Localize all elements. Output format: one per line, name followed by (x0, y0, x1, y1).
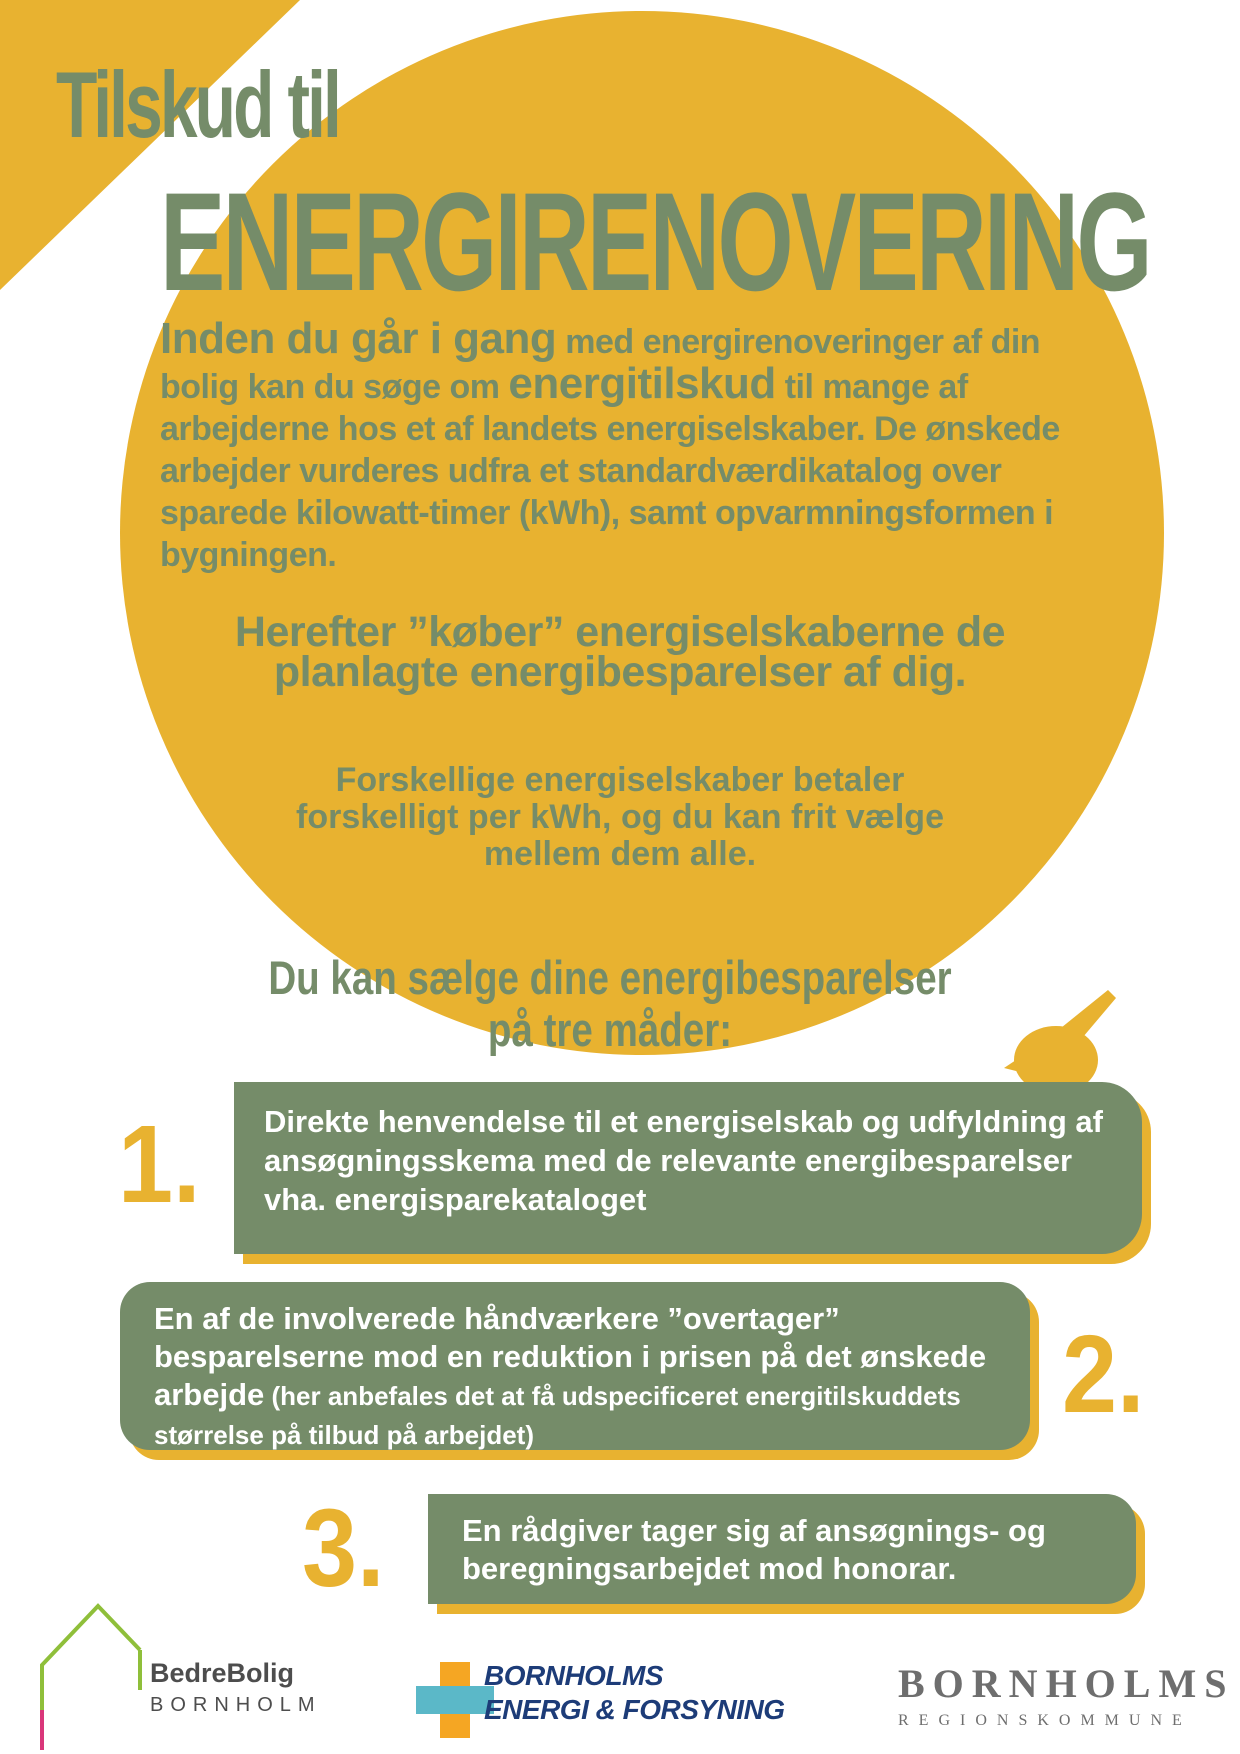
option-box-2 (120, 1282, 1030, 1450)
option-number-2: 2. (1062, 1313, 1145, 1436)
title-small: Tilskud til (56, 52, 339, 157)
intro-highlight: energitilskud (508, 359, 776, 408)
bef-logo-line2: ENERGI & FORSYNING (484, 1694, 785, 1725)
different-rates-note: Forskellige energiselskaber betaler forskelligt per kWh, og du kan frit vælge mellem dem alle. (296, 761, 944, 873)
intro-part1: med energirenoveringer af din bolig kan du søge om (160, 323, 1041, 406)
sell-heading-line1: Du kan sælge dine energibesparelser (268, 951, 952, 1004)
option-text-1: Direkte henvendelse til et energiselskab og udfyldning af ansøgningsskema med de relevante energibesparelser vha. energisparekataloget (264, 1104, 1103, 1217)
bedrebolig-logo-name: BedreBolig (150, 1658, 295, 1688)
bedrebolig-house-icon (42, 1606, 140, 1750)
brk-logo-line1: BORNHOLMS (898, 1661, 1235, 1706)
sell-heading (216, 952, 1003, 1056)
sell-heading-line2: på tre måder: (487, 1003, 733, 1056)
option-note-2: (her anbefales det at få udspecificeret energitilskuddets størrelse på tilbud på arbejdet) (154, 1381, 961, 1450)
bef-logo-line1: BORNHOLMS (484, 1660, 664, 1691)
brk-logo-line2: REGIONSKOMMUNE (898, 1712, 1192, 1729)
intro-part2: til mange af arbejderne hos et af landets energiselskaber. De ønskede arbejder vurderes udfra et standardværdikatalog over sparede kilowatt-timer (kWh), samt opvarmningsformen i bygningen. (160, 368, 1060, 574)
option-text-3: En rådgiver tager sig af ansøgnings- og beregningsarbejdet mod honorar. (462, 1513, 1046, 1586)
hereafter-statement: Herefter ”køber” energiselskaberne de planlagte energibesparelser af dig. (234, 608, 1006, 696)
option-box-3 (428, 1494, 1136, 1604)
intro-lead: Inden du går i gang (160, 314, 557, 363)
option-number-1: 1. (118, 1103, 201, 1226)
bedrebolig-logo-sub: BORNHOLM (150, 1694, 322, 1716)
option-number-3: 3. (302, 1487, 385, 1610)
bef-cross-icon (416, 1662, 494, 1738)
option-box-1 (234, 1082, 1142, 1254)
intro-paragraph (160, 314, 1100, 576)
option-text-2: En af de involverede håndværkere ”overtager” besparelserne mod en reduktion i prisen på det ønskede arbejde (154, 1301, 987, 1412)
title-big: ENERGIRENOVERING (160, 163, 1150, 320)
